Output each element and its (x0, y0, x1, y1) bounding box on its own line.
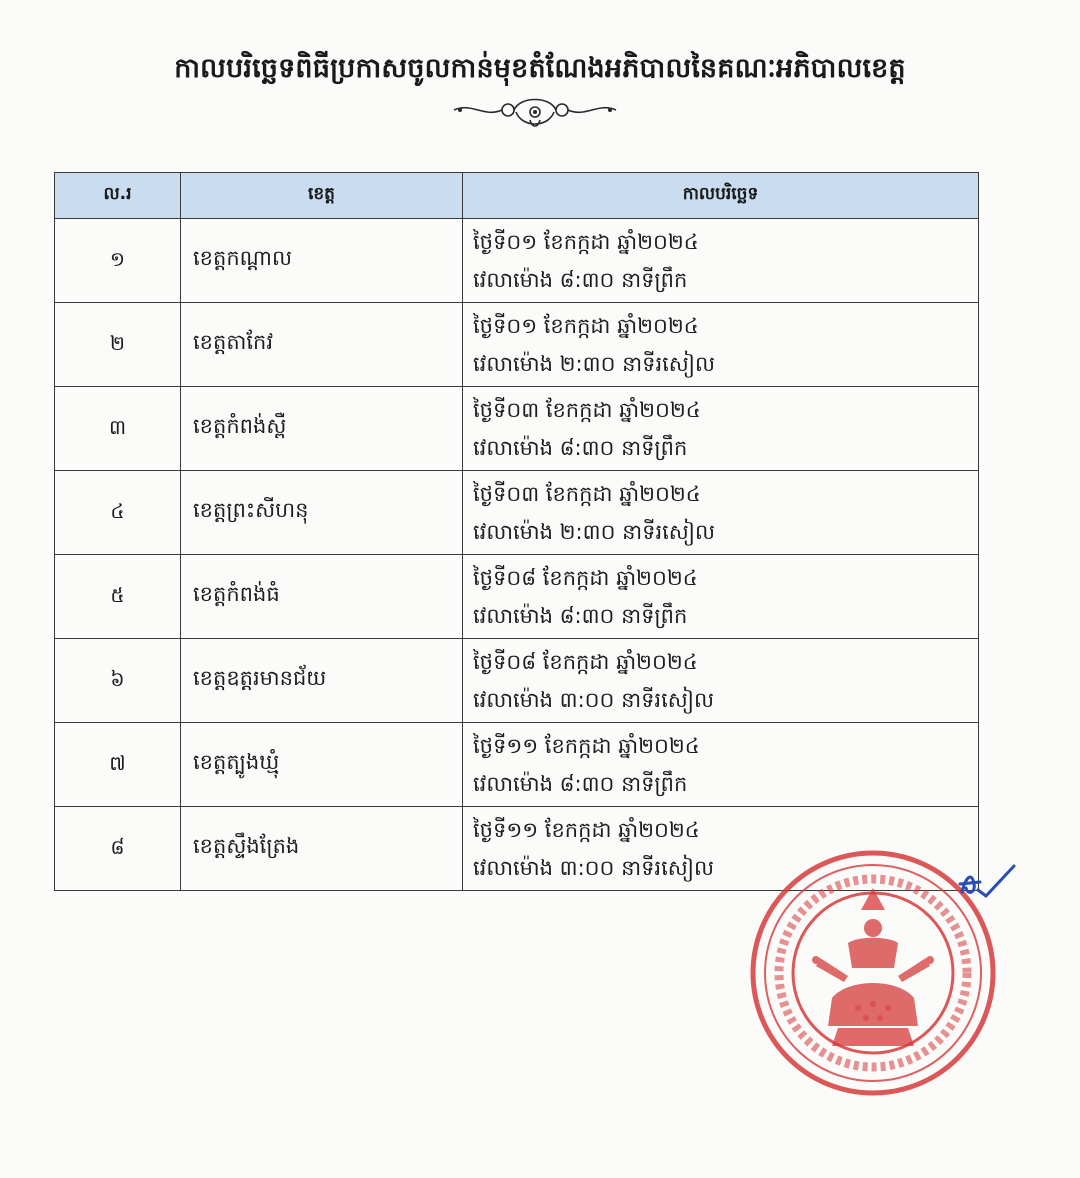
table-row (55, 723, 979, 807)
row-schedule (463, 723, 979, 807)
row-number: ៧ (55, 723, 181, 807)
row-number: ៥ (55, 555, 181, 639)
row-schedule (463, 219, 979, 303)
table-row (55, 639, 979, 723)
row-time: វេលាម៉ោង ៣:០០ នាទីរសៀល (473, 855, 714, 880)
row-number: ២ (55, 303, 181, 387)
table-row (55, 219, 979, 303)
row-schedule (463, 387, 979, 471)
page-title: កាលបរិច្ឆេទពិធីប្រកាសចូលកាន់មុខតំណែងអភិបាលនៃគណៈអភិបាលខេត្ត (174, 53, 906, 84)
row-province: ខេត្តត្បូងឃ្មុំ (181, 723, 463, 807)
row-number: ៨ (55, 807, 181, 891)
row-date: ថ្ងៃទី០១ ខែកក្កដា ឆ្នាំ២០២៤ (473, 229, 699, 254)
row-date: ថ្ងៃទី១១ ខែកក្កដា ឆ្នាំ២០២៤ (473, 817, 700, 842)
row-province: ខេត្តព្រះសីហនុ (181, 471, 463, 555)
signature-mark-icon (956, 862, 1020, 902)
row-time: វេលាម៉ោង ២:៣០ នាទីរសៀល (473, 519, 716, 544)
header-number: ល.រ (55, 173, 181, 219)
table-row (55, 555, 979, 639)
row-schedule (463, 303, 979, 387)
row-province: ខេត្តតាកែវ (181, 303, 463, 387)
row-time: វេលាម៉ោង ៨:៣០ នាទីព្រឹក (473, 435, 688, 460)
row-time: វេលាម៉ោង ៨:៣០ នាទីព្រឹក (473, 267, 688, 292)
table-row (55, 303, 979, 387)
row-schedule (463, 471, 979, 555)
decorative-flourish-icon (450, 92, 620, 132)
row-province: ខេត្តកំពង់ស្ពឺ (181, 387, 463, 471)
row-time: វេលាម៉ោង ២:៣០ នាទីរសៀល (473, 351, 716, 376)
row-number: ១ (55, 219, 181, 303)
header-province: ខេត្ត (181, 173, 463, 219)
table-row (55, 471, 979, 555)
row-number: ៦ (55, 639, 181, 723)
row-number: ៣ (55, 387, 181, 471)
row-time: វេលាម៉ោង ៣:០០ នាទីរសៀល (473, 687, 714, 712)
row-time: វេលាម៉ោង ៨:៣០ នាទីព្រឹក (473, 603, 688, 628)
row-schedule (463, 639, 979, 723)
table-row (55, 387, 979, 471)
header-schedule: កាលបរិច្ឆេទ (463, 173, 979, 219)
row-province: ខេត្តស្ទឹងត្រែង (181, 807, 463, 891)
row-province: ខេត្តឧត្តរមានជ័យ (181, 639, 463, 723)
row-date: ថ្ងៃទី០១ ខែកក្កដា ឆ្នាំ២០២៤ (473, 313, 699, 338)
row-province: ខេត្តកណ្តាល (181, 219, 463, 303)
table-header-row (55, 173, 979, 219)
row-number: ៤ (55, 471, 181, 555)
row-date: ថ្ងៃទី០៣ ខែកក្កដា ឆ្នាំ២០២៤ (473, 481, 701, 506)
row-time: វេលាម៉ោង ៨:៣០ នាទីព្រឹក (473, 771, 688, 796)
row-date: ថ្ងៃទី១១ ខែកក្កដា ឆ្នាំ២០២៤ (473, 733, 700, 758)
schedule-table (54, 172, 979, 891)
row-date: ថ្ងៃទី០៨ ខែកក្កដា ឆ្នាំ២០២៤ (473, 649, 698, 674)
row-date: ថ្ងៃទី០៣ ខែកក្កដា ឆ្នាំ២០២៤ (473, 397, 701, 422)
row-date: ថ្ងៃទី០៨ ខែកក្កដា ឆ្នាំ២០២៤ (473, 565, 698, 590)
row-schedule (463, 555, 979, 639)
row-province: ខេត្តកំពង់ធំ (181, 555, 463, 639)
